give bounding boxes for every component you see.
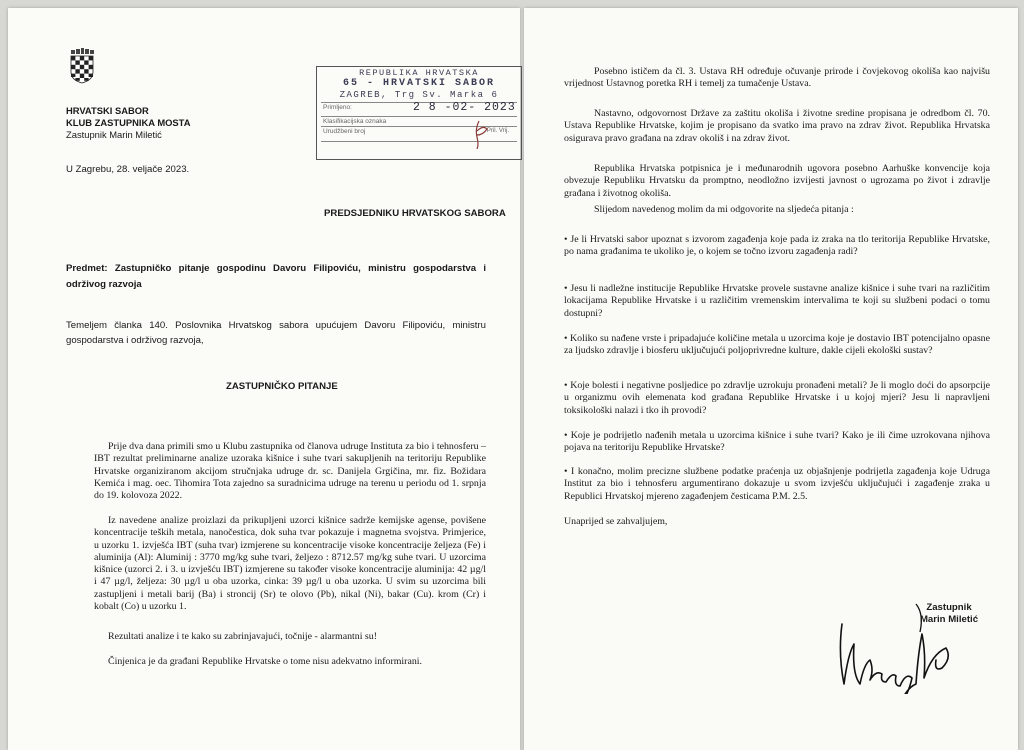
signature-name: Marin Miletić (919, 614, 979, 625)
question-5: • Koje je podrijetlo nađenih metala u uzorcima kišnice i suhe tvari? Kako je ili čime uzrokovana njihova pojava na teritoriju Republike Hrvatske? (564, 430, 990, 454)
question-2: • Jesu li nadležne institucije Republike Hrvatske provele sustavne analize kišnice i suhe tvari na različitim lokacijama Republike Hrvatske i u različitim vremenskim intervalima te koji su službeni podaci o tomu dostupni? (564, 283, 990, 319)
intro-paragraph: Temeljem članka 140. Poslovnika Hrvatskog sabora upućujem Davoru Filipoviću, ministru gospodarstva i održivog razvoja, (66, 320, 486, 346)
closing-line: Unaprijed se zahvaljujem, (564, 516, 668, 527)
right-paragraph-2: Nastavno, odgovornost Države za zaštitu okoliša i životne sredine propisana je odredbom čl. 70. Ustava Republike Hrvatske, kojim je propisano da svatko ima pravo na zdrav život. Republika Hrvatska osigurava pravo građana na zdrav okoliš i na zdrav život. (564, 108, 990, 144)
question-3: • Koliko su nađene vrste i pripadajuće količine metala u uzorcima koje je dostavio IBT potencijalno opasne za ljudsko zdravlje i biosferu uključujući poljoprivredne kulture, dakle cijeli ekološki sustav? (564, 333, 990, 357)
croatian-coat-of-arms-icon (70, 48, 94, 84)
question-1: • Je li Hrvatski sabor upoznat s izvorom zagađenja koje pada iz zraka na tlo teritorija Republike Hrvatske, po nama građanima te ukoliko je, o kojem se točno izvoru zagađenja radi? (564, 234, 990, 258)
signature-role: Zastupnik (926, 602, 972, 613)
stamp-received-row (321, 102, 517, 117)
right-paragraph-1: Posebno ističem da čl. 3. Ustava RH određuje očuvanje prirode i čovjekovog okoliša kao najvišu vrijednost Ustavnog poretka RH i temelj za tumačenje Ustava. (564, 66, 990, 90)
paragraph-2: Iz navedene analize proizlazi da prikupljeni uzorci kišnice sadrže kemijske agense, povišene koncentracije teških metala, nanočestica, dok suha tvar pokazuje i magnetna svojstva. Primjerice, u uzorku 1. izvješća IBT (suha tvar) izmjerene su koncentracije visoke koncentracije željeza (Fe) i aluminija (Al): Aluminij : 3770 mg/kg suhe tvari, željezo : 8712.57 mg/kg suhe tvari. U uzorcima kišnice (uzorci 2. i 3. u izvješću IBT) izmjerene su također visoke koncentracije aluminija: 42 µg/l i 47 µg/l, željeza: 30 µg/l u oba uzorka, cinka: 39 µg/l u oba uzorka. U svim su uzorcima bili zastupljeni i metali barij (Ba) i stroncij (Sr) te olovo (Pb), nikal (Ni), bakar (Cu). krom (Cr) i kobalt (Co) u uzorku 1. (94, 515, 486, 613)
stamp-received-label: Primljeno: (323, 104, 352, 111)
stamp-handwritten-mark (467, 119, 497, 149)
sender-header (66, 105, 266, 142)
questions-lead: Slijedom navedenog molim da mi odgovorite na sljedeća pitanja : (594, 204, 854, 215)
paragraph-4: Činjenica je da građani Republike Hrvatske o tome nisu adekvatno informirani. (108, 656, 422, 667)
document-title: ZASTUPNIČKO PITANJE (226, 381, 338, 392)
question-6: • I konačno, molim precizne službene podatke praćenja uz objašnjenje podrijetla zagađenja koje Udruga Institut za bio i tehnosferu argumentirano dokazuje u svom izvješću uključujući i zagađenje zraka u Republici Hrvatskoj mjereno zagađenjem česticama P.M. 2.5. (564, 466, 990, 502)
question-4: • Koje bolesti i negativne posljedice po zdravlje uzrokuju pronađeni metali? Je li moglo doći do apsorpcije u organizmu ovih elemenata kod građana Republike Hrvatske i u kojoj mjeri? Jesu li napravljeni toksikološki nalazi i tko ih provodi? (564, 380, 990, 416)
subject-line: Predmet: Zastupničko pitanje gospodinu Davoru Filipoviću, ministru gospodarstva i održivog razvoja (66, 263, 486, 290)
handwritten-signature (824, 564, 974, 694)
place-and-date: U Zagrebu, 28. veljače 2023. (66, 164, 190, 175)
addressee: PREDSJEDNIKU HRVATSKOG SABORA (324, 208, 506, 219)
sender-institution: HRVATSKI SABOR (66, 105, 149, 116)
sender-club: KLUB ZASTUPNIKA MOSTA (66, 117, 191, 129)
document-page-left (8, 8, 520, 750)
stamp-attachment-label: Pril. Vrij. (486, 128, 509, 134)
stamp-line-1: REPUBLIKA HRVATSKA (359, 68, 479, 78)
paragraph-3: Rezultati analize i te kako su zabrinjavajući, točnije - alarmantni su! (108, 631, 377, 642)
sender-name: Zastupnik Marin Miletić (66, 129, 162, 141)
stamp-received-date: 2 8 -02- 2023 (413, 101, 516, 114)
stamp-line-3: ZAGREB, Trg Sv. Marka 6 (339, 90, 499, 100)
stamp-line-2: 65 - HRVATSKI SABOR (342, 78, 496, 89)
stamp-registry-label: Urudžbeni broj (323, 128, 366, 135)
paragraph-1: Prije dva dana primili smo u Klubu zastupnika od članova udruge Instituta za bio i tehnosferu – IBT rezultat preliminarne analize uzoraka kišnice i suhe tvari sakupljenih na teritoriju Republike Hrvatske organiziranom akcijom stručnjaka udruge dr. sc. Danijela Grgičina, mr. fiz. Božidara Kemića i mag. oec. Tihomira Tota zajedno sa suradnicima udruge na terenu u periodu od 1. srpnja do 19. kolovoza 2022. (94, 441, 486, 502)
right-paragraph-3: Republika Hrvatska potpisnica je i međunarodnih ugovora posebno Aarhuške konvencije koja obvezuje Republiku Hrvatsku da promptno, neodložno izvijesti javnost o ugrozama po život i zdravlje građana i životnog okoliša. (564, 163, 990, 199)
receipt-stamp (316, 66, 522, 160)
document-page-right (524, 8, 1018, 750)
stamp-classification-label: Klasifikacijska oznaka (323, 118, 387, 125)
